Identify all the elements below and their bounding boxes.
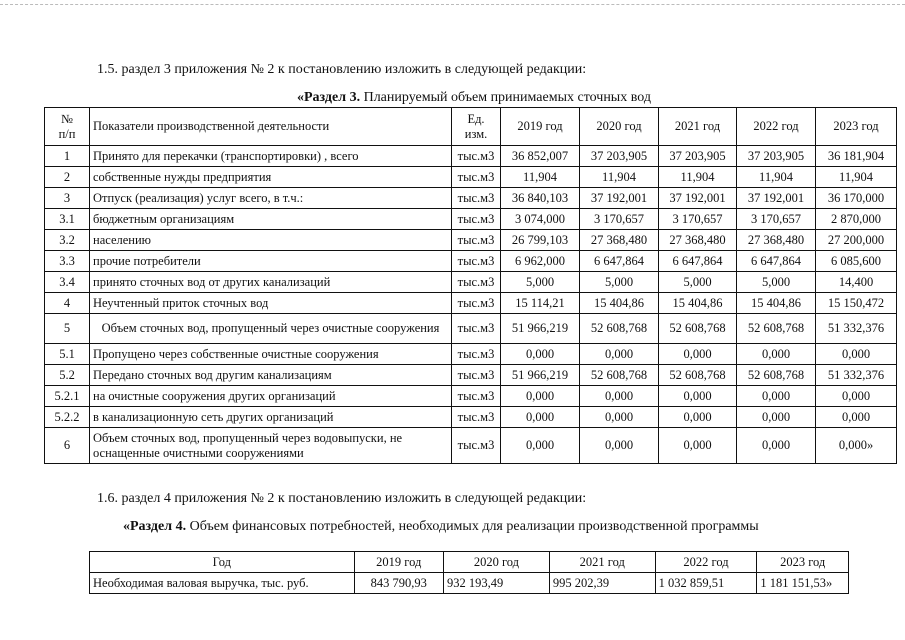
cell-2019: 0,000 — [501, 344, 580, 365]
cell-2019: 26 799,103 — [501, 230, 580, 251]
table-row — [45, 251, 897, 272]
table-header-row — [90, 552, 849, 573]
row-indicator: Объем сточных вод, пропущенный через очистные сооружения — [90, 314, 452, 344]
cell-2022: 37 192,001 — [737, 188, 816, 209]
cell-2022: 52 608,768 — [737, 365, 816, 386]
header-num: № п/п — [45, 108, 90, 146]
cell-2023: 15 150,472 — [816, 293, 897, 314]
cell-2023: 51 332,376 — [816, 314, 897, 344]
table-header-row — [45, 108, 897, 146]
cell-2022: 3 170,657 — [737, 209, 816, 230]
cell-2022: 37 203,905 — [737, 146, 816, 167]
cell-2022: 52 608,768 — [737, 314, 816, 344]
section-4-prefix: «Раздел 4. — [123, 519, 187, 534]
cell-2019: 36 852,007 — [501, 146, 580, 167]
header-year-label: Год — [90, 552, 355, 573]
cell-2019: 5,000 — [501, 272, 580, 293]
cell-2023: 51 332,376 — [816, 365, 897, 386]
cell-2020: 0,000 — [580, 428, 659, 464]
header-indicator: Показатели производственной деятельности — [90, 108, 452, 146]
cell-2022: 0,000 — [737, 344, 816, 365]
table-row — [45, 293, 897, 314]
cell-2023: 27 200,000 — [816, 230, 897, 251]
row-unit: тыс.м3 — [452, 146, 501, 167]
row-number: 4 — [45, 293, 90, 314]
cell-2020: 11,904 — [580, 167, 659, 188]
row-number: 5.1 — [45, 344, 90, 365]
cell-2021: 6 647,864 — [659, 251, 737, 272]
cell-2021: 52 608,768 — [659, 314, 737, 344]
cell-2021: 0,000 — [659, 344, 737, 365]
section-3-title: Планируемый объем принимаемых сточных вод — [360, 90, 651, 105]
cell-2020: 15 404,86 — [580, 293, 659, 314]
cell-2022: 0,000 — [737, 407, 816, 428]
cell-2022: 0,000 — [737, 386, 816, 407]
row-number: 3.2 — [45, 230, 90, 251]
cell-2021: 995 202,39 — [549, 573, 655, 594]
row-number: 6 — [45, 428, 90, 464]
cell-2019: 51 966,219 — [501, 314, 580, 344]
cell-2023: 1 181 151,53» — [757, 573, 849, 594]
financial-needs-table — [89, 551, 849, 594]
cell-2019: 11,904 — [501, 167, 580, 188]
cell-2022: 11,904 — [737, 167, 816, 188]
cell-2020: 0,000 — [580, 344, 659, 365]
table-row — [45, 188, 897, 209]
row-number: 3.4 — [45, 272, 90, 293]
table-row — [45, 407, 897, 428]
row-number: 3.1 — [45, 209, 90, 230]
section-3-caption — [297, 90, 651, 106]
cell-2022: 6 647,864 — [737, 251, 816, 272]
cell-2020: 27 368,480 — [580, 230, 659, 251]
cell-2023: 0,000 — [816, 407, 897, 428]
row-indicator: Неучтенный приток сточных вод — [90, 293, 452, 314]
header-year-2019: 2019 год — [501, 108, 580, 146]
row-unit: тыс.м3 — [452, 251, 501, 272]
row-indicator: собственные нужды предприятия — [90, 167, 452, 188]
row-number: 5 — [45, 314, 90, 344]
cell-2020: 37 203,905 — [580, 146, 659, 167]
header-year-2020: 2020 год — [580, 108, 659, 146]
cell-2019: 0,000 — [501, 407, 580, 428]
row-unit: тыс.м3 — [452, 407, 501, 428]
row-unit: тыс.м3 — [452, 428, 501, 464]
row-unit: тыс.м3 — [452, 209, 501, 230]
row-unit: тыс.м3 — [452, 230, 501, 251]
row-number: 5.2 — [45, 365, 90, 386]
cell-2021: 3 170,657 — [659, 209, 737, 230]
row-unit: тыс.м3 — [452, 272, 501, 293]
table-row — [45, 428, 897, 464]
header-year-2019: 2019 год — [354, 552, 444, 573]
item-1-5-text: 1.5. раздел 3 приложения № 2 к постановлению изложить в следующей редакции: — [97, 62, 587, 77]
section-3-prefix: «Раздел 3. — [297, 90, 361, 105]
header-year-2021: 2021 год — [549, 552, 655, 573]
row-label: Необходимая валовая выручка, тыс. руб. — [90, 573, 355, 594]
cell-2019: 0,000 — [501, 428, 580, 464]
header-unit: Ед. изм. — [452, 108, 501, 146]
cell-2022: 27 368,480 — [737, 230, 816, 251]
cell-2022: 15 404,86 — [737, 293, 816, 314]
cell-2020: 52 608,768 — [580, 314, 659, 344]
row-indicator: принято сточных вод от других канализаций — [90, 272, 452, 293]
row-unit: тыс.м3 — [452, 167, 501, 188]
cell-2023: 11,904 — [816, 167, 897, 188]
table-row — [45, 209, 897, 230]
cell-2021: 37 192,001 — [659, 188, 737, 209]
cell-2021: 15 404,86 — [659, 293, 737, 314]
header-year-2022: 2022 год — [737, 108, 816, 146]
cell-2020: 6 647,864 — [580, 251, 659, 272]
cell-2020: 932 193,49 — [444, 573, 550, 594]
cell-2020: 3 170,657 — [580, 209, 659, 230]
row-indicator: Пропущено через собственные очистные сооружения — [90, 344, 452, 365]
header-year-2020: 2020 год — [444, 552, 550, 573]
cell-2019: 36 840,103 — [501, 188, 580, 209]
row-indicator: прочие потребители — [90, 251, 452, 272]
cell-2023: 6 085,600 — [816, 251, 897, 272]
cell-2021: 52 608,768 — [659, 365, 737, 386]
row-number: 3.3 — [45, 251, 90, 272]
cell-2022: 5,000 — [737, 272, 816, 293]
cell-2022: 1 032 859,51 — [655, 573, 757, 594]
row-indicator: Отпуск (реализация) услуг всего, в т.ч.: — [90, 188, 452, 209]
cell-2022: 0,000 — [737, 428, 816, 464]
cell-2021: 0,000 — [659, 428, 737, 464]
header-year-2023: 2023 год — [757, 552, 849, 573]
cell-2023: 0,000» — [816, 428, 897, 464]
row-indicator: в канализационную сеть других организаций — [90, 407, 452, 428]
row-indicator: Объем сточных вод, пропущенный через водовыпуски, не оснащенные очистными сооружениями — [90, 428, 452, 464]
row-indicator: Принято для перекачки (транспортировки) , всего — [90, 146, 452, 167]
cell-2021: 27 368,480 — [659, 230, 737, 251]
cell-2021: 0,000 — [659, 386, 737, 407]
cell-2021: 0,000 — [659, 407, 737, 428]
row-unit: тыс.м3 — [452, 386, 501, 407]
table-row — [90, 573, 849, 594]
row-indicator: Передано сточных вод другим канализациям — [90, 365, 452, 386]
row-indicator: населению — [90, 230, 452, 251]
table-row — [45, 314, 897, 344]
cell-2023: 0,000 — [816, 344, 897, 365]
item-1-6-text: 1.6. раздел 4 приложения № 2 к постановлению изложить в следующей редакции: — [97, 491, 587, 506]
row-number: 1 — [45, 146, 90, 167]
header-year-2023: 2023 год — [816, 108, 897, 146]
cell-2023: 0,000 — [816, 386, 897, 407]
section-4-caption — [123, 519, 759, 535]
row-unit: тыс.м3 — [452, 365, 501, 386]
row-indicator: бюджетным организациям — [90, 209, 452, 230]
row-unit: тыс.м3 — [452, 188, 501, 209]
scan-edge-line — [0, 4, 905, 6]
table-row — [45, 167, 897, 188]
cell-2019: 51 966,219 — [501, 365, 580, 386]
row-unit: тыс.м3 — [452, 314, 501, 344]
table-row — [45, 146, 897, 167]
cell-2023: 2 870,000 — [816, 209, 897, 230]
cell-2023: 36 181,904 — [816, 146, 897, 167]
cell-2020: 0,000 — [580, 407, 659, 428]
cell-2021: 11,904 — [659, 167, 737, 188]
table-row — [45, 230, 897, 251]
cell-2019: 3 074,000 — [501, 209, 580, 230]
table-row — [45, 344, 897, 365]
row-indicator: на очистные сооружения других организаций — [90, 386, 452, 407]
header-year-2022: 2022 год — [655, 552, 757, 573]
cell-2019: 0,000 — [501, 386, 580, 407]
cell-2020: 52 608,768 — [580, 365, 659, 386]
section-4-title: Объем финансовых потребностей, необходимых для реализации производственной программы — [186, 519, 759, 534]
cell-2021: 5,000 — [659, 272, 737, 293]
row-number: 3 — [45, 188, 90, 209]
row-unit: тыс.м3 — [452, 344, 501, 365]
row-unit: тыс.м3 — [452, 293, 501, 314]
row-number: 5.2.1 — [45, 386, 90, 407]
cell-2019: 15 114,21 — [501, 293, 580, 314]
cell-2019: 843 790,93 — [354, 573, 444, 594]
table-row — [45, 272, 897, 293]
table-row — [45, 386, 897, 407]
planned-wastewater-table — [44, 107, 897, 464]
header-year-2021: 2021 год — [659, 108, 737, 146]
cell-2020: 5,000 — [580, 272, 659, 293]
cell-2023: 36 170,000 — [816, 188, 897, 209]
cell-2021: 37 203,905 — [659, 146, 737, 167]
table-row — [45, 365, 897, 386]
row-number: 2 — [45, 167, 90, 188]
row-number: 5.2.2 — [45, 407, 90, 428]
cell-2023: 14,400 — [816, 272, 897, 293]
cell-2019: 6 962,000 — [501, 251, 580, 272]
cell-2020: 37 192,001 — [580, 188, 659, 209]
cell-2020: 0,000 — [580, 386, 659, 407]
